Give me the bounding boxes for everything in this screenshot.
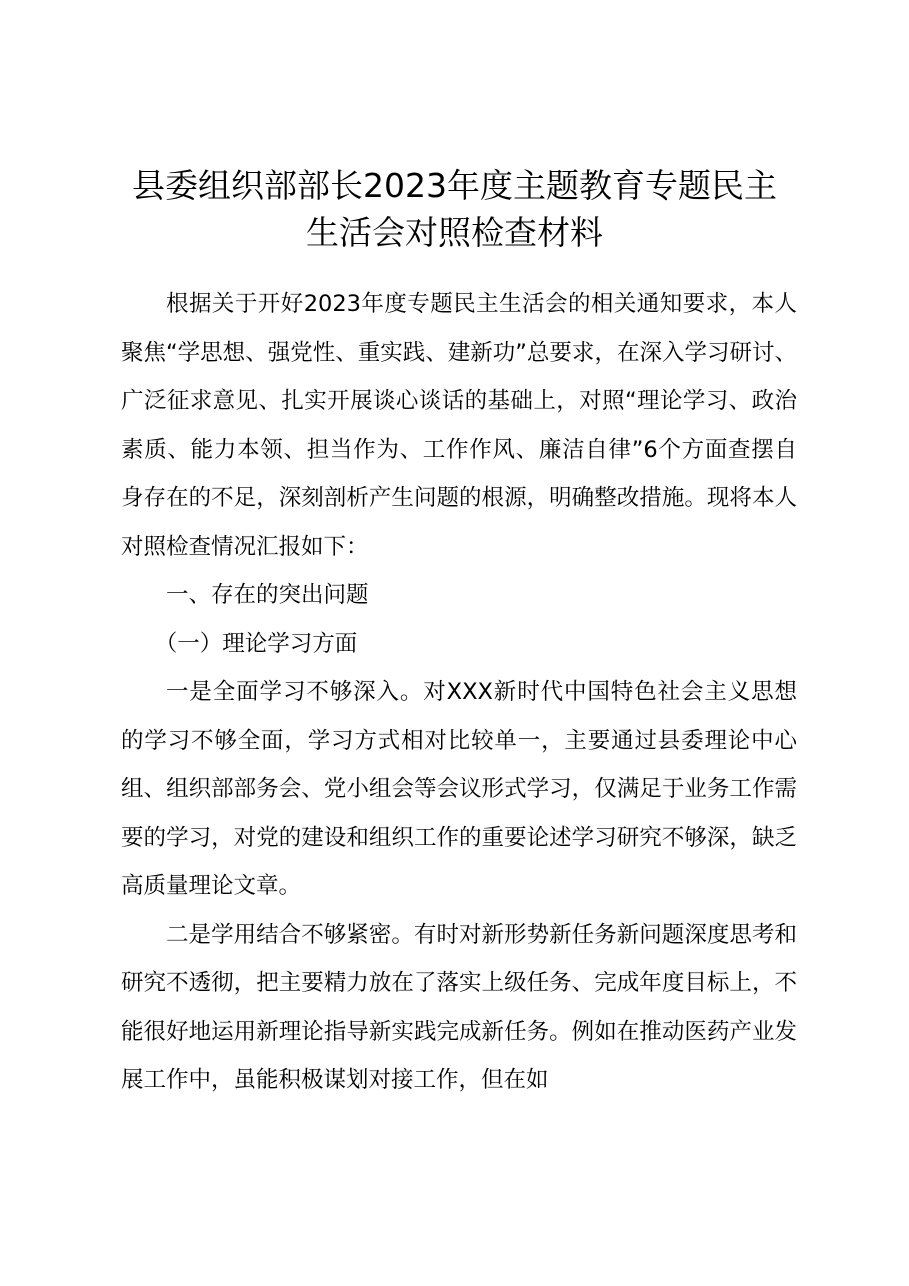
subsection-heading: （一）理论学习方面 [154,630,358,657]
title-line-2: 生活会对照检查材料 [306,213,603,252]
title-line-1: 县委组织部部长2023年度主题教育专题民主 [132,166,777,205]
body-paragraph-2: 二是学用结合不够紧密。有时对新形势新任务新问题深度思考和研究不透彻，把主要精力放在了落实上级任务、完成年度目标上，不能很好地运用新理论指导新实践完成新任务。例如在推动医药产业发展工作中，虽能积极谋划对接工作，但在如 [121,921,797,1093]
section-heading: 一、存在的突出问题 [166,582,369,608]
intro-paragraph: 根据关于开好2023年度专题民主生活会的相关通知要求，本人聚焦“学思想、强党性、重实践、建新功”总要求，在深入学习研讨、广泛征求意见、扎实开展谈心谈话的基础上，对照“理论学习、政治素质、能力本领、担当作为、工作作风、廉洁自律”6个方面查摆自身存在的不足，深刻剖析产生问题的根源，明确整改措施。现将本人对照检查情况汇报如下： [121,291,797,560]
document-title [100,162,809,256]
body-paragraph-1: 一是全面学习不够深入。对XXX新时代中国特色社会主义思想的学习不够全面，学习方式相对比较单一，主要通过县委理论中心组、组织部部务会、党小组会等会议形式学习，仅满足于业务工作需要的学习，对党的建设和组织工作的重要论述学习研究不够深，缺乏高质量理论文章。 [121,679,797,899]
document-body [121,280,797,1105]
